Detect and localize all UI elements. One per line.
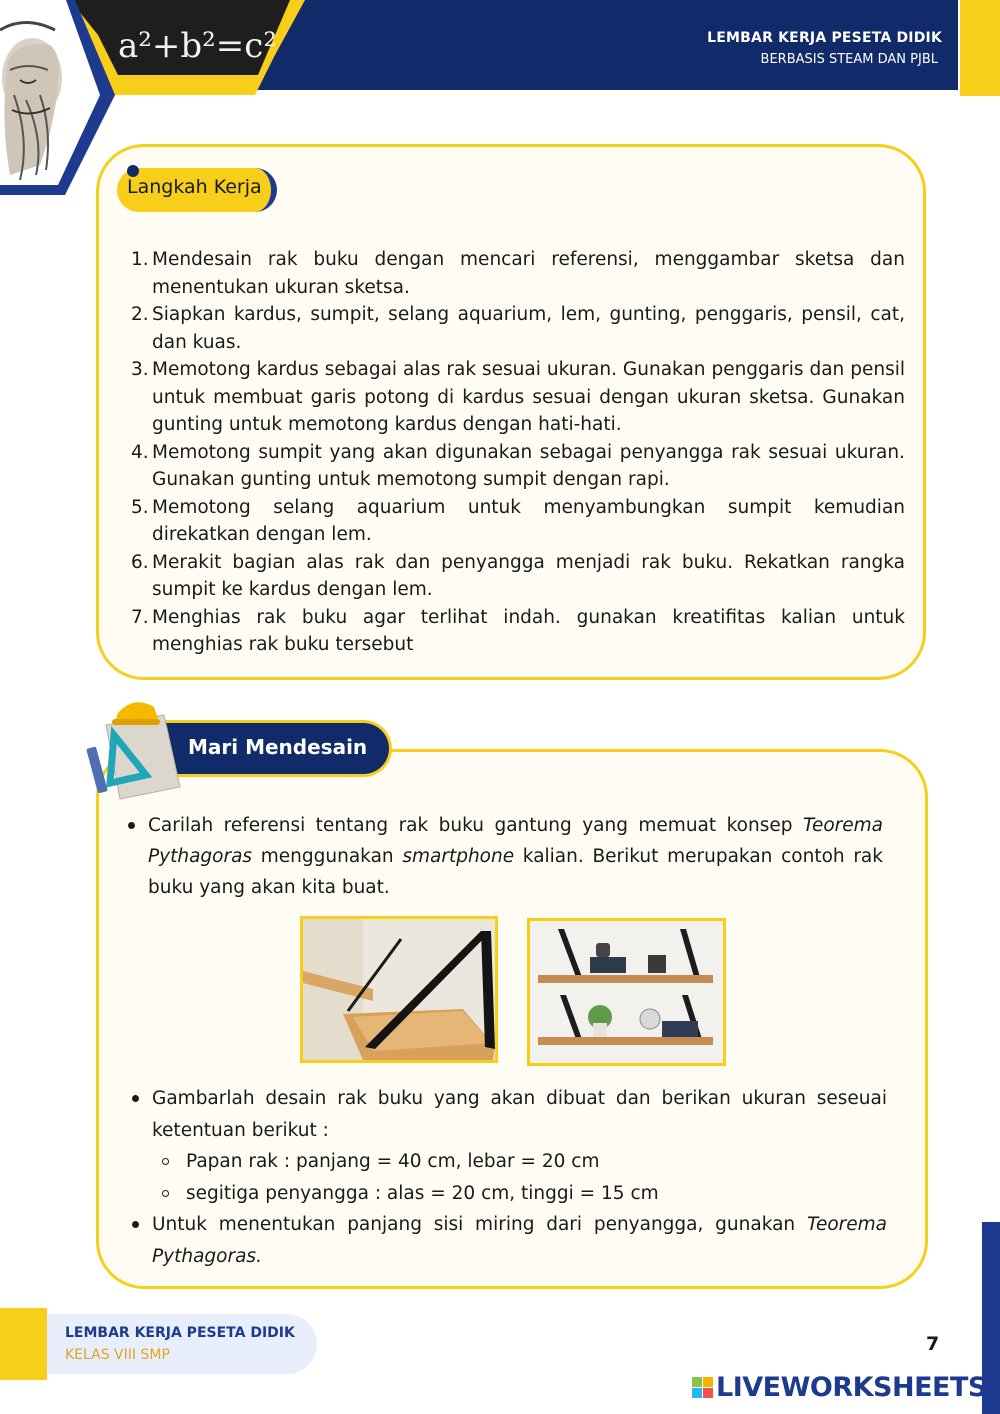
bullet-icon <box>132 1221 139 1228</box>
footer-subtitle: KELAS VIII SMP <box>65 1347 170 1363</box>
chalkboard-formula: a²+b²=c² <box>118 26 277 66</box>
sub-list-item: segitiga penyangga : alas = 20 cm, tinggi = 15 cm <box>152 1178 887 1210</box>
circle-bullet-icon <box>162 1190 169 1197</box>
ruler-helmet-icon <box>84 695 184 805</box>
step-item: 4. Memotong sumpit yang akan digunakan sebagai penyangga rak sesuai ukuran. Gunakan gunting untuk memotong sumpit dengan rapi. <box>131 441 905 490</box>
liveworksheets-logo-icon <box>692 1375 714 1401</box>
header-title: LEMBAR KERJA PESETA DIDIK <box>707 30 942 46</box>
footer-yellow-block <box>0 1308 47 1380</box>
step-item: 6. Merakit bagian alas rak dan penyangga menjadi rak buku. Rekatkan rangka sumpit ke kardus dengan lem. <box>131 551 905 600</box>
footer-pill <box>47 1314 317 1374</box>
liveworksheets-brand[interactable]: LIVEWORKSHEETS <box>716 1372 987 1403</box>
step-item: 7. Menghias rak buku agar terlihat indah. gunakan kreatifitas kalian untuk menghias rak buku tersebut <box>131 606 905 655</box>
size-requirements-list <box>152 1146 887 1209</box>
steps-list <box>131 246 905 659</box>
list-item: Gambarlah desain rak buku yang akan dibuat dan berikan ukuran seseuai ketentuan berikut : Papan rak : panjang = 40 cm, lebar = 20 cm segitiga penyangga : alas = 20 cm, tinggi = 15 cm <box>130 1083 887 1209</box>
header-yellow-tab <box>960 0 1000 96</box>
list-item: Carilah referensi tentang rak buku gantung yang memuat konsep Teorema Pythagoras menggunakan smartphone kalian. Berikut merupakan contoh rak buku yang akan kita buat. <box>126 810 883 903</box>
step-item: 1. Mendesain rak buku dengan mencari referensi, menggambar sketsa dan menentukan ukuran sketsa. <box>131 249 905 298</box>
page-number: 7 <box>926 1333 940 1355</box>
bullet-icon <box>128 822 135 829</box>
step-item: 2. Siapkan kardus, sumpit, selang aquarium, lem, gunting, penggaris, pensil, cat, dan kuas. <box>131 304 905 353</box>
langkah-kerja-heading: Langkah Kerja <box>127 176 262 198</box>
footer-title: LEMBAR KERJA PESETA DIDIK <box>65 1325 295 1341</box>
header-subtitle: BERBASIS STEAM DAN PJBL <box>760 52 938 67</box>
mari-mendesain-heading: Mari Mendesain <box>188 735 368 759</box>
list-item: Untuk menentukan panjang sisi miring dari penyangga, gunakan Teorema Pythagoras. <box>130 1209 887 1272</box>
circle-bullet-icon <box>162 1158 169 1165</box>
step-item: 3. Memotong kardus sebagai alas rak sesuai ukuran. Gunakan penggaris dan pensil untuk membuat garis potong di kardus sesuai dengan ukuran sketsa. Gunakan gunting untuk memotong kardus dengan hati-hati. <box>131 359 905 435</box>
sub-list-item: Papan rak : panjang = 40 cm, lebar = 20 cm <box>152 1146 887 1178</box>
bullet-icon <box>132 1095 139 1102</box>
design-instructions-bottom <box>130 1083 887 1272</box>
shelf-closeup-photo <box>300 916 498 1063</box>
design-instructions-top <box>126 810 883 903</box>
step-item: 5. Memotong selang aquarium untuk menyambungkan sumpit kemudian direkatkan dengan lem. <box>131 496 905 545</box>
wall-shelves-photo <box>527 918 726 1066</box>
